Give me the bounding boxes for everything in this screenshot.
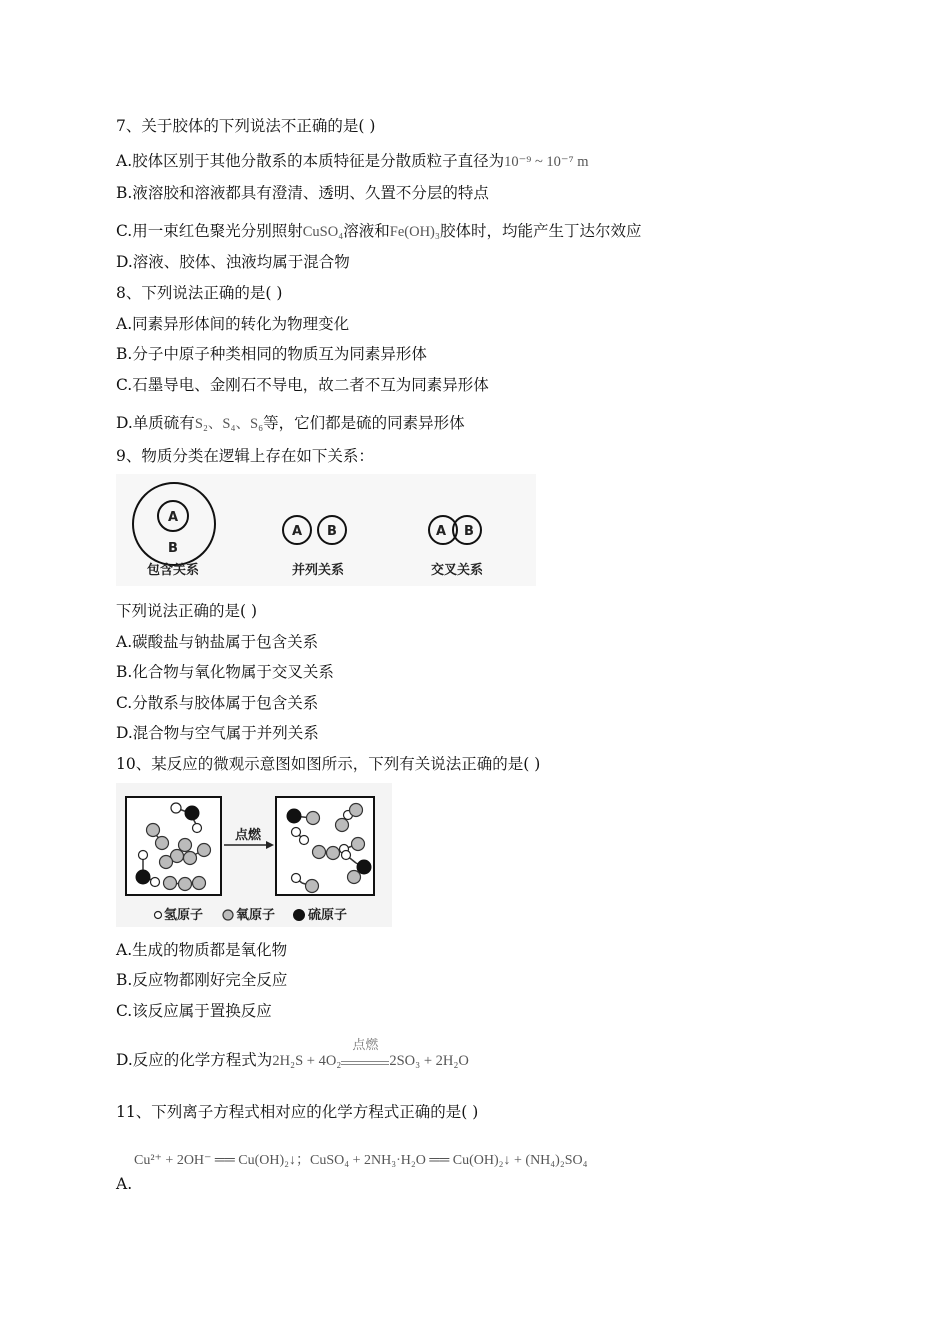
q10-option-d bbox=[116, 1037, 469, 1071]
q8-option-d bbox=[116, 413, 465, 434]
oxygen-atom bbox=[193, 877, 206, 890]
oxygen-atom bbox=[184, 852, 197, 865]
q8-option-a: A.同素异形体间的转化为物理变化 bbox=[116, 315, 350, 333]
sulfur-atom bbox=[357, 860, 371, 874]
q9-stem: 9、物质分类在逻辑上存在如下关系： bbox=[116, 447, 374, 465]
caption-contain: 包含关系 bbox=[146, 563, 200, 578]
q10-option-d-lhs: 2H₂S + 4O₂ bbox=[272, 1053, 342, 1069]
q9-sub-stem: 下列说法正确的是( ) bbox=[116, 602, 258, 620]
oxygen-atom bbox=[336, 819, 349, 832]
q7-option-c-text2: 溶液和 bbox=[343, 222, 390, 240]
legend-oxygen-icon bbox=[223, 910, 233, 920]
q7-option-c-math1: CuSO₄ bbox=[302, 224, 344, 240]
caption-cross: 交叉关系 bbox=[430, 563, 484, 578]
oxygen-atom bbox=[306, 880, 319, 893]
sulfur-atom bbox=[287, 809, 301, 823]
hydrogen-atom bbox=[342, 851, 351, 860]
parallel-label-a: A bbox=[291, 524, 303, 539]
oxygen-atom bbox=[313, 846, 326, 859]
q9-option-c: C.分散系与胶体属于包含关系 bbox=[116, 694, 319, 712]
oxygen-atom bbox=[352, 838, 365, 851]
q8-stem: 8、下列说法正确的是( ) bbox=[116, 284, 283, 302]
cross-label-a: A bbox=[435, 524, 447, 539]
oxygen-atom bbox=[198, 844, 211, 857]
q10-option-b: B.反应物都刚好完全反应 bbox=[116, 971, 288, 989]
q7-option-a-math: 10⁻⁹ ~ 10⁻⁷ m bbox=[504, 154, 589, 170]
oxygen-atom bbox=[164, 877, 177, 890]
q10-option-a: A.生成的物质都是氧化物 bbox=[116, 941, 288, 959]
q7-option-b: B.液溶胶和溶液都具有澄清、透明、久置不分层的特点 bbox=[116, 184, 489, 202]
hydrogen-atom bbox=[292, 828, 301, 837]
oxygen-atom bbox=[179, 839, 192, 852]
q10-stem: 10、某反应的微观示意图如图所示，下列有关说法正确的是( ) bbox=[116, 755, 541, 773]
q10-option-d-condition-arrow bbox=[341, 1037, 389, 1065]
legend-sulfur-icon bbox=[294, 910, 305, 921]
q7-option-c-text1: C.用一束红色聚光分别照射 bbox=[116, 222, 303, 240]
q7-option-c bbox=[116, 221, 641, 242]
legend-sulfur-label: 硫原子 bbox=[308, 908, 348, 923]
hydrogen-atom bbox=[300, 836, 309, 845]
reaction-arrow-label: 点燃 bbox=[234, 828, 262, 843]
q10-option-d-rhs: 2SO₃ + 2H₂O bbox=[389, 1053, 469, 1069]
cross-label-b: B bbox=[464, 524, 474, 539]
q9-option-d: D.混合物与空气属于并列关系 bbox=[116, 724, 319, 742]
q10-option-d-text: D.反应的化学方程式为 bbox=[116, 1051, 273, 1069]
oxygen-atom bbox=[147, 824, 160, 837]
oxygen-atom bbox=[179, 878, 192, 891]
oxygen-atom bbox=[327, 847, 340, 860]
q7-option-c-math2: Fe(OH)₃ bbox=[389, 224, 440, 240]
q7-option-c-text3: 胶体时，均能产生丁达尔效应 bbox=[439, 222, 642, 240]
hydrogen-atom bbox=[151, 878, 160, 887]
q9-option-a: A.碳酸盐与钠盐属于包含关系 bbox=[116, 633, 319, 651]
caption-parallel: 并列关系 bbox=[291, 563, 345, 578]
oxygen-atom bbox=[350, 804, 363, 817]
hydrogen-atom bbox=[292, 874, 301, 883]
q11-option-a-label: A. bbox=[116, 1175, 133, 1193]
q9-option-b: B.化合物与氧化物属于交叉关系 bbox=[116, 663, 334, 681]
contain-inner-label: A bbox=[167, 510, 179, 525]
hydrogen-atom bbox=[139, 851, 148, 860]
legend-oxygen-label: 氧原子 bbox=[236, 908, 276, 923]
q10-option-c: C.该反应属于置换反应 bbox=[116, 1002, 272, 1020]
oxygen-atom bbox=[307, 812, 320, 825]
reaction-micro-diagram bbox=[116, 783, 392, 927]
legend-hydrogen-icon bbox=[155, 912, 162, 919]
q8-option-c: C.石墨导电、金刚石不导电，故二者不互为同素异形体 bbox=[116, 376, 489, 394]
sulfur-atom bbox=[185, 806, 199, 820]
q11-option-a-math: Cu²⁺ + 2OH⁻ ══ Cu(OH)₂↓；CuSO₄ + 2NH₃·H₂O ══ Cu(OH)₂↓ + (NH₄)₂SO₄ bbox=[134, 1153, 588, 1168]
oxygen-atom bbox=[160, 856, 173, 869]
q8-option-d-math: S₂、S₄、S₆ bbox=[194, 416, 264, 432]
oxygen-atom bbox=[348, 871, 361, 884]
contain-outer-label: B bbox=[168, 541, 178, 556]
q10-option-d-condition: 点燃 bbox=[352, 1037, 379, 1052]
q7-stem: 7、关于胶体的下列说法不正确的是( ) bbox=[116, 117, 376, 135]
q11-stem: 11、下列离子方程式相对应的化学方程式正确的是( ) bbox=[116, 1103, 479, 1121]
q8-option-d-text2: 等，它们都是硫的同素异形体 bbox=[263, 414, 465, 432]
q7-option-d: D.溶液、胶体、浊液均属于混合物 bbox=[116, 253, 350, 271]
classification-diagram bbox=[116, 474, 536, 586]
q8-option-b: B.分子中原子种类相同的物质互为同素异形体 bbox=[116, 345, 427, 363]
sulfur-atom bbox=[136, 870, 150, 884]
legend-hydrogen-label: 氢原子 bbox=[164, 908, 204, 923]
q7-option-a-text: A.胶体区别于其他分散系的本质特征是分散质粒子直径为 bbox=[116, 152, 505, 170]
q8-option-d-text1: D.单质硫有 bbox=[116, 414, 195, 432]
hydrogen-atom bbox=[193, 824, 202, 833]
parallel-label-b: B bbox=[327, 524, 337, 539]
q7-option-a bbox=[116, 151, 589, 172]
hydrogen-atom bbox=[171, 803, 181, 813]
oxygen-atom bbox=[156, 837, 169, 850]
equals-sign bbox=[341, 1061, 389, 1065]
